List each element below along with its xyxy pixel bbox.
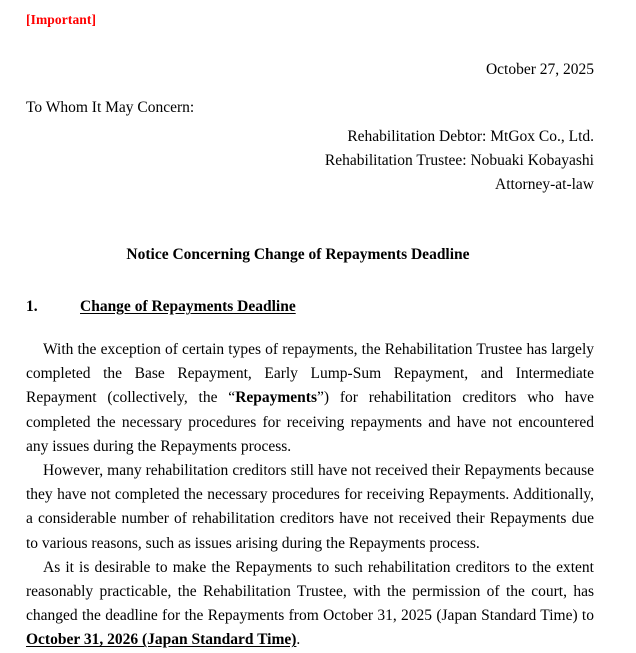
section-heading-label: Change of Repayments Deadline xyxy=(80,298,296,315)
important-notice-tag: [Important] xyxy=(26,12,97,27)
section-number: 1. xyxy=(26,298,38,315)
paragraph-3 xyxy=(26,556,594,653)
attorney-title-line: Attorney-at-law xyxy=(495,176,594,193)
paragraph-3-text-after-deadline: . xyxy=(296,631,301,649)
defined-term-repayments: Repayments xyxy=(235,389,317,407)
paragraph-3-text-before-deadline: As it is desirable to make the Repayments to such rehabilitation creditors to the extent reasonably practicable, the Rehabilitation Trustee, with the permission of the court, has changed the deadline for the Repayments from October 31, 2025 (Japan Standard Time) to xyxy=(26,558,594,625)
paragraph-1-text-after-term: ”) for rehabilitation creditors who have completed the necessary procedures for receiving repayments and have not encountered any issues during the Repayments process. xyxy=(26,389,594,455)
document-date: October 27, 2025 xyxy=(485,61,594,78)
party-block xyxy=(26,125,594,197)
paragraph-1-text-before-term: With the exception of certain types of repayments, the Rehabilitation Trustee has largely completed the Base Repayment, Early Lump-Sum Repayment, and Intermediate Repayment (collectively, the “ xyxy=(26,341,594,407)
paragraph-2: However, many rehabilitation creditors still have not received their Repayments because they have not completed the necessary procedures for receiving Repayments. Additionally, a considerable number of rehabilitation creditors have not received their Repayments due to various reasons, such as issues arising during the Repayments process. xyxy=(26,462,594,552)
paragraph-1 xyxy=(26,338,594,459)
section-heading-1 xyxy=(26,297,594,317)
rehabilitation-debtor-line: Rehabilitation Debtor: MtGox Co., Ltd. xyxy=(347,128,594,145)
salutation: To Whom It May Concern: xyxy=(26,99,195,116)
page-title: Notice Concerning Change of Repayments Deadline xyxy=(126,246,470,263)
new-repayments-deadline: October 31, 2026 (Japan Standard Time) xyxy=(26,631,297,649)
rehabilitation-trustee-line: Rehabilitation Trustee: Nobuaki Kobayashi xyxy=(324,152,594,169)
body-copy xyxy=(26,338,594,653)
